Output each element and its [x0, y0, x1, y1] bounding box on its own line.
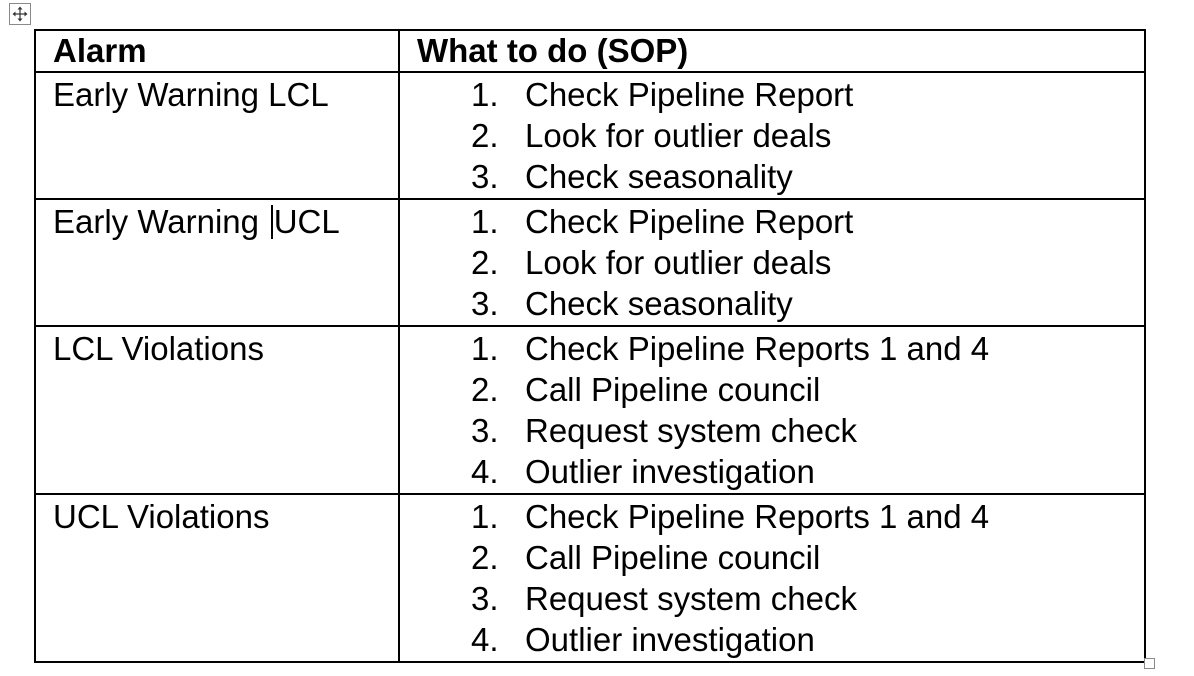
table-move-handle[interactable] — [9, 3, 31, 25]
step-text: Request system check — [525, 412, 857, 449]
alarm-cell[interactable]: LCL Violations — [35, 326, 399, 494]
step-number: 1. — [471, 498, 499, 535]
list-item — [400, 202, 1144, 243]
list-item — [400, 538, 1144, 579]
step-number: 1. — [471, 76, 499, 113]
list-item — [400, 157, 1144, 198]
step-text: Look for outlier deals — [525, 244, 832, 281]
step-text: Check seasonality — [525, 285, 793, 322]
step-number: 1. — [471, 203, 499, 240]
step-number: 3. — [471, 412, 499, 449]
header-row — [35, 30, 1145, 72]
sop-cell[interactable] — [399, 72, 1145, 199]
list-item — [400, 620, 1144, 661]
list-item — [400, 116, 1144, 157]
step-number: 3. — [471, 285, 499, 322]
sop-cell[interactable] — [399, 326, 1145, 494]
step-number: 2. — [471, 371, 499, 408]
table-row — [35, 494, 1145, 662]
step-text: Call Pipeline council — [525, 371, 821, 408]
sop-steps-list — [400, 200, 1144, 325]
header-alarm[interactable]: Alarm — [35, 30, 399, 72]
header-sop[interactable]: What to do (SOP) — [399, 30, 1145, 72]
step-number: 2. — [471, 539, 499, 576]
step-text: Outlier investigation — [525, 621, 815, 658]
step-text: Outlier investigation — [525, 453, 815, 490]
alarm-text-before-caret: Early Warning — [53, 203, 269, 240]
step-text: Request system check — [525, 580, 857, 617]
step-text: Check seasonality — [525, 158, 793, 195]
sop-cell[interactable] — [399, 199, 1145, 326]
step-text: Check Pipeline Reports 1 and 4 — [525, 498, 990, 535]
step-number: 3. — [471, 580, 499, 617]
step-text: Check Pipeline Report — [525, 76, 854, 113]
step-number: 2. — [471, 244, 499, 281]
step-number: 1. — [471, 330, 499, 367]
step-text: Check Pipeline Report — [525, 203, 854, 240]
step-number: 4. — [471, 621, 499, 658]
sop-cell[interactable] — [399, 494, 1145, 662]
sop-steps-list — [400, 73, 1144, 198]
list-item — [400, 579, 1144, 620]
step-text: Call Pipeline council — [525, 539, 821, 576]
step-number: 3. — [471, 158, 499, 195]
list-item — [400, 370, 1144, 411]
table-row — [35, 326, 1145, 494]
text-cursor — [271, 205, 273, 239]
alarm-cell[interactable]: Early Warning LCL — [35, 72, 399, 199]
table-row — [35, 199, 1145, 326]
table-row — [35, 72, 1145, 199]
list-item — [400, 452, 1144, 493]
move-arrows-icon — [12, 6, 28, 22]
list-item — [400, 75, 1144, 116]
step-number: 4. — [471, 453, 499, 490]
list-item — [400, 284, 1144, 325]
list-item — [400, 329, 1144, 370]
step-text: Look for outlier deals — [525, 117, 832, 154]
table-resize-handle[interactable] — [1144, 658, 1155, 669]
sop-steps-list — [400, 495, 1144, 661]
list-item — [400, 411, 1144, 452]
alarm-cell[interactable]: UCL Violations — [35, 494, 399, 662]
sop-table — [34, 29, 1146, 663]
alarm-text-after-caret: UCL — [273, 203, 340, 240]
sop-steps-list — [400, 327, 1144, 493]
list-item — [400, 497, 1144, 538]
step-number: 2. — [471, 117, 499, 154]
alarm-cell[interactable] — [35, 199, 399, 326]
step-text: Check Pipeline Reports 1 and 4 — [525, 330, 990, 367]
list-item — [400, 243, 1144, 284]
